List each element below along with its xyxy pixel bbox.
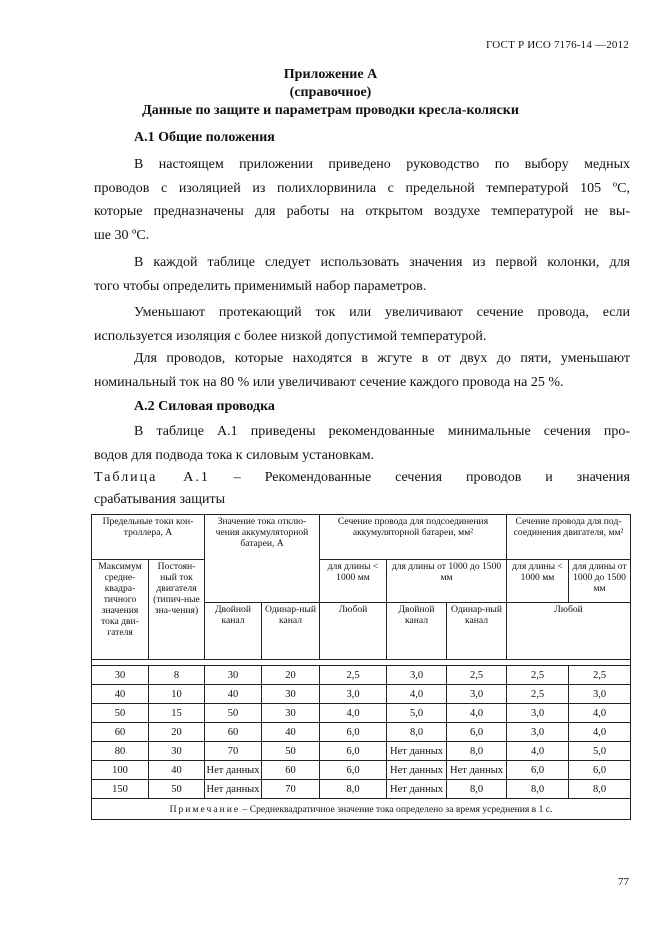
table-cell: 4,0 bbox=[569, 704, 631, 723]
text-line: используется изоляция с более низкой допустимой температурой. bbox=[94, 328, 487, 344]
table-cell: 10 bbox=[149, 685, 205, 704]
text-line: Уменьшают протекающий ток или увеличивают сечение провода, если bbox=[134, 305, 630, 320]
table-cell: 8,0 bbox=[320, 780, 387, 799]
table-cell: 5,0 bbox=[387, 704, 447, 723]
table-row bbox=[92, 685, 631, 704]
caption-label: Таблица А.1 bbox=[94, 470, 210, 485]
table-body bbox=[92, 666, 631, 799]
text-line: Для проводов, которые находятся в жгуте в от двух до пяти, уменьшают bbox=[134, 351, 630, 366]
table-cell: 40 bbox=[149, 761, 205, 780]
table-cell: 4,0 bbox=[447, 704, 507, 723]
appendix-heading: Данные по защите и параметрам проводки кресла-коляски bbox=[142, 103, 519, 118]
table-cell: 100 bbox=[92, 761, 149, 780]
appendix-subtitle: (справочное) bbox=[289, 85, 372, 100]
header-single-channel: Одинар-ный канал bbox=[262, 603, 320, 660]
page-number: 77 bbox=[618, 876, 629, 888]
table-cell: 6,0 bbox=[447, 723, 507, 742]
text-line: В каждой таблице следует использовать значения из первой колонки, для bbox=[134, 255, 630, 270]
header-controller-limits: Предельные токи кон-троллера, А bbox=[92, 515, 205, 560]
table-cell: Нет данных bbox=[205, 780, 262, 799]
table-cell: Нет данных bbox=[205, 761, 262, 780]
table-cell: 6,0 bbox=[507, 761, 569, 780]
table-row bbox=[92, 723, 631, 742]
table-caption bbox=[94, 468, 630, 512]
table-cell: 150 bbox=[92, 780, 149, 799]
table-cell: 2,5 bbox=[447, 666, 507, 685]
header-const-current: Постоян-ный ток двигателя (типич-ные зна-чения) bbox=[149, 560, 205, 660]
wire-table bbox=[91, 514, 631, 820]
table-cell: 4,0 bbox=[507, 742, 569, 761]
table-cell: 50 bbox=[149, 780, 205, 799]
text-line: В настоящем приложении приведено руководство по выбору медных bbox=[134, 157, 630, 172]
table-cell: 30 bbox=[262, 685, 320, 704]
table-cell: 3,0 bbox=[387, 666, 447, 685]
table-cell: 8,0 bbox=[447, 780, 507, 799]
text-line: проводов с изоляцией из полихлорвинила с предельной температурой 105 ºC, bbox=[94, 180, 630, 196]
header-bat-long: для длины от 1000 до 1500 мм bbox=[387, 560, 507, 603]
table-cell: 6,0 bbox=[569, 761, 631, 780]
table-note bbox=[92, 799, 631, 820]
header-mot-short: для длины < 1000 мм bbox=[507, 560, 569, 603]
text-line: которые предназначены для работы на открытом воздухе температурой не вы- bbox=[94, 204, 630, 219]
section-a2-title: А.2 Силовая проводка bbox=[134, 399, 275, 414]
table-cell: 50 bbox=[205, 704, 262, 723]
table-cell: 60 bbox=[205, 723, 262, 742]
table-cell: 8,0 bbox=[507, 780, 569, 799]
table-cell: 70 bbox=[262, 780, 320, 799]
header-battery-wire: Сечение провода для подсоединения аккумуляторной батареи, мм² bbox=[320, 515, 507, 560]
table-cell: 50 bbox=[262, 742, 320, 761]
table-cell: 3,0 bbox=[507, 723, 569, 742]
table-cell: 40 bbox=[205, 685, 262, 704]
table-cell: 2,5 bbox=[320, 666, 387, 685]
table-cell: 80 bbox=[92, 742, 149, 761]
text-line: номинальный ток на 80 % или увеличивают сечение каждого провода на 25 %. bbox=[94, 374, 564, 390]
table-cell: 6,0 bbox=[320, 742, 387, 761]
paragraph-a2-1 bbox=[94, 420, 630, 467]
table-row bbox=[92, 761, 631, 780]
header-bat-short: для длины < 1000 мм bbox=[320, 560, 387, 603]
text-line: ше 30 ºC. bbox=[94, 227, 150, 243]
standard-header: ГОСТ Р ИСО 7176-14 —2012 bbox=[485, 39, 629, 51]
table-cell: Нет данных bbox=[387, 761, 447, 780]
table-cell: 2,5 bbox=[569, 666, 631, 685]
table-cell: 5,0 bbox=[569, 742, 631, 761]
caption-line: срабатывания защиты bbox=[94, 492, 226, 507]
header-motor-wire: Сечение провода для под-соединения двигателя, мм² bbox=[507, 515, 631, 560]
paragraph-a1-2 bbox=[94, 251, 630, 298]
header-max-rms: Максимум средне-квадра-тичного значения тока дви-гателя bbox=[92, 560, 149, 660]
section-a1-title: А.1 Общие положения bbox=[134, 130, 275, 145]
table-cell: 8 bbox=[149, 666, 205, 685]
table-cell: 4,0 bbox=[569, 723, 631, 742]
table-cell: 3,0 bbox=[507, 704, 569, 723]
table-cell: 30 bbox=[92, 666, 149, 685]
header-battery-cutoff: Значение тока отклю-чения аккумуляторной батареи, А bbox=[205, 515, 320, 603]
table-cell: 8,0 bbox=[447, 742, 507, 761]
table-cell: 6,0 bbox=[320, 761, 387, 780]
note-label: Примечание bbox=[169, 803, 241, 815]
header-any: Любой bbox=[507, 603, 631, 660]
table-cell: 2,5 bbox=[507, 685, 569, 704]
header-any: Любой bbox=[320, 603, 387, 660]
table-cell: Нет данных bbox=[387, 780, 447, 799]
table-cell: 3,0 bbox=[447, 685, 507, 704]
table-row bbox=[92, 780, 631, 799]
table-cell: 15 bbox=[149, 704, 205, 723]
table-cell: 30 bbox=[205, 666, 262, 685]
table-cell: 30 bbox=[149, 742, 205, 761]
header-dual-channel: Двойной канал bbox=[205, 603, 262, 660]
table-cell: 60 bbox=[92, 723, 149, 742]
caption-line: Таблица А.1 – Рекомендованные сечения проводов и значения bbox=[94, 470, 630, 485]
table-cell: Нет данных bbox=[447, 761, 507, 780]
table-cell: 20 bbox=[262, 666, 320, 685]
header-dual-channel: Двойной канал bbox=[387, 603, 447, 660]
table-cell: 4,0 bbox=[320, 704, 387, 723]
table-cell: 3,0 bbox=[569, 685, 631, 704]
table-cell: 30 bbox=[262, 704, 320, 723]
table-cell: 70 bbox=[205, 742, 262, 761]
table-row bbox=[92, 742, 631, 761]
header-mot-long: для длины от 1000 до 1500 мм bbox=[569, 560, 631, 603]
table-cell: 4,0 bbox=[387, 685, 447, 704]
table-cell: 60 bbox=[262, 761, 320, 780]
paragraph-a1-1 bbox=[94, 153, 630, 247]
note-text: – Среднеквадратичное значение тока определено за время усреднения в 1 с. bbox=[242, 803, 553, 815]
table-cell: 6,0 bbox=[320, 723, 387, 742]
text-line: того чтобы определить применимый набор параметров. bbox=[94, 278, 427, 294]
table-cell: 40 bbox=[262, 723, 320, 742]
table-cell: 20 bbox=[149, 723, 205, 742]
table-cell: 8,0 bbox=[387, 723, 447, 742]
table-cell: 2,5 bbox=[507, 666, 569, 685]
table-cell: Нет данных bbox=[387, 742, 447, 761]
table-row bbox=[92, 704, 631, 723]
paragraph-a1-3 bbox=[94, 301, 630, 348]
table-cell: 3,0 bbox=[320, 685, 387, 704]
text-line: водов для подвода тока к силовым установкам. bbox=[94, 447, 375, 463]
header-single-channel: Одинар-ный канал bbox=[447, 603, 507, 660]
text-line: В таблице А.1 приведены рекомендованные минимальные сечения про- bbox=[134, 424, 630, 439]
appendix-title: Приложение А bbox=[283, 67, 378, 82]
table-cell: 8,0 bbox=[569, 780, 631, 799]
table-cell: 50 bbox=[92, 704, 149, 723]
paragraph-a1-4 bbox=[94, 347, 630, 394]
table-cell: 40 bbox=[92, 685, 149, 704]
table-row bbox=[92, 666, 631, 685]
